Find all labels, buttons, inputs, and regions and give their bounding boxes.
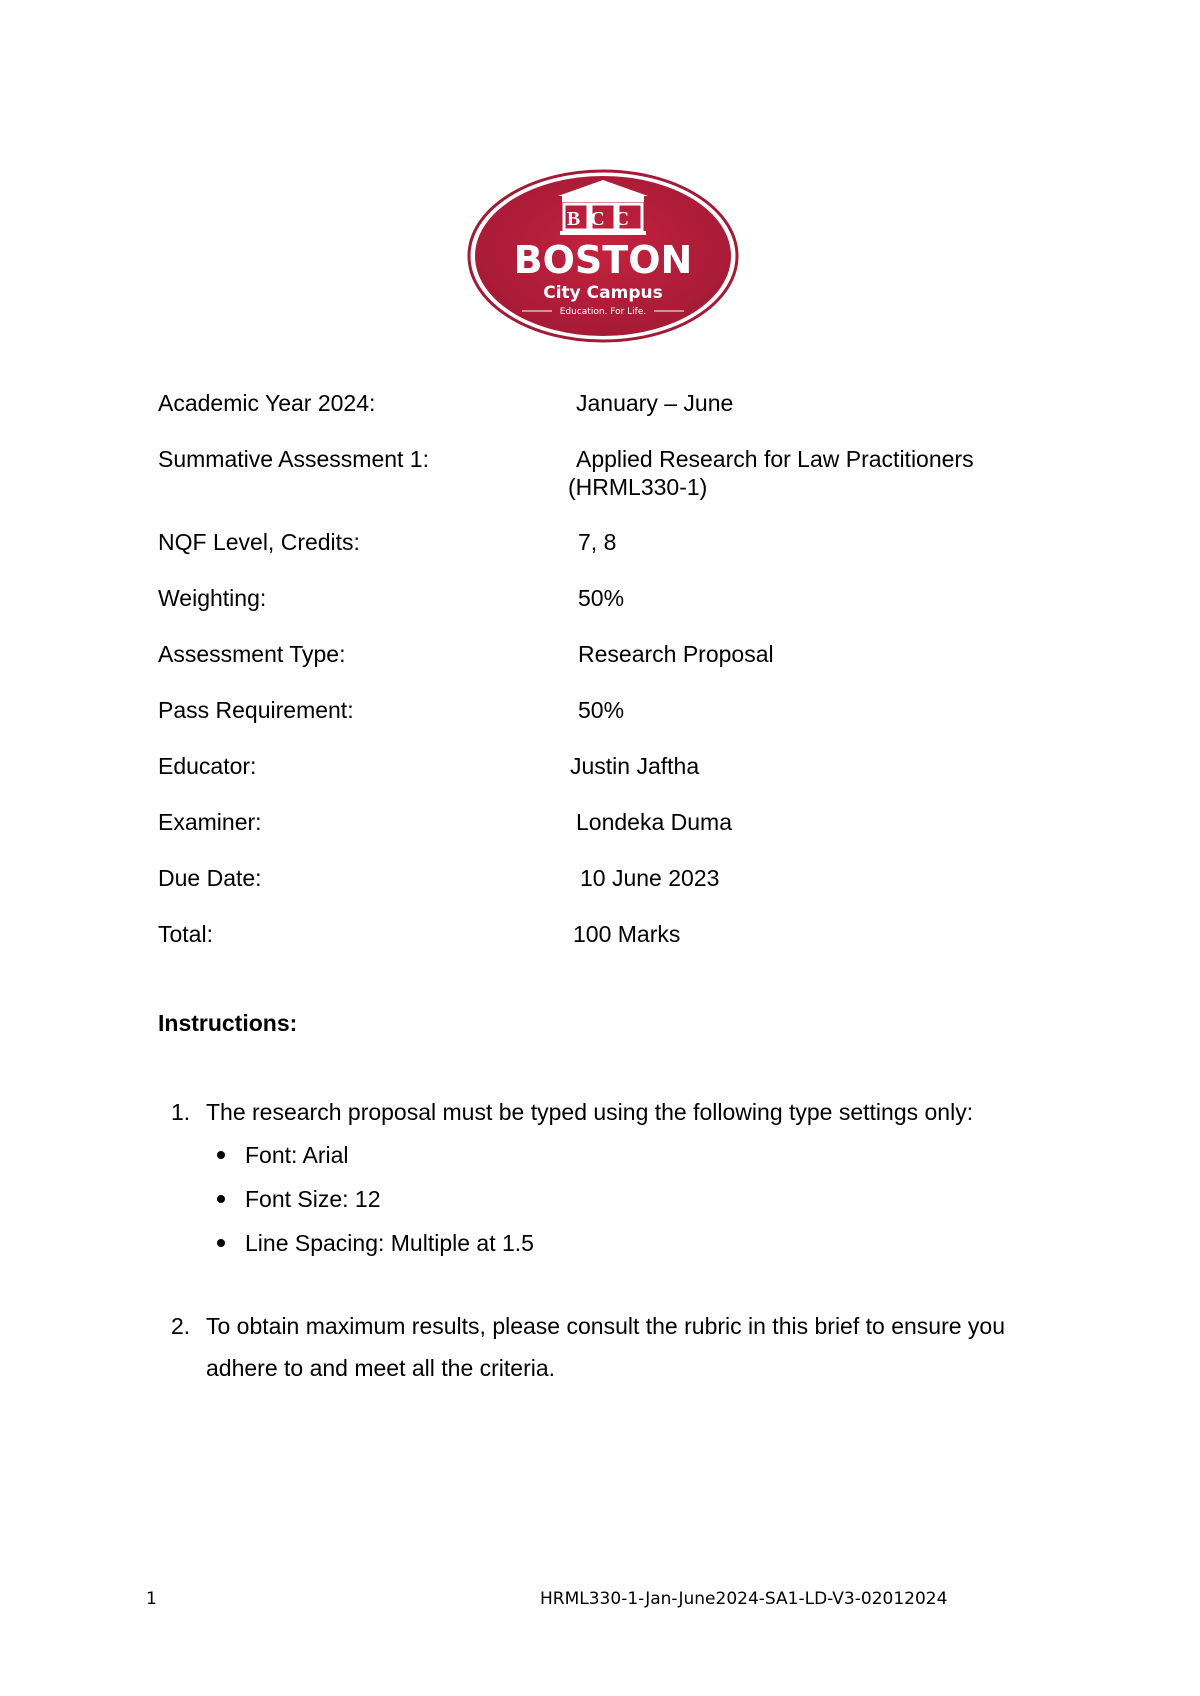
- footer-page-number: 1: [146, 1589, 157, 1609]
- instruction-text-1: The research proposal must be typed using the following type settings only:: [206, 1099, 974, 1125]
- detail-row-nqf: [158, 528, 1058, 556]
- detail-value: Research Proposal: [578, 641, 774, 667]
- detail-label: Pass Requirement:: [158, 697, 354, 723]
- detail-label: Summative Assessment 1:: [158, 446, 429, 472]
- logo-subtitle: City Campus: [543, 283, 663, 303]
- detail-value: 50%: [578, 697, 625, 723]
- instruction-text-2-line1: To obtain maximum results, please consult the rubric in this brief to ensure you: [206, 1313, 1005, 1339]
- detail-label: Due Date:: [158, 865, 262, 891]
- detail-row-weighting: [158, 584, 1058, 612]
- detail-label: Assessment Type:: [158, 641, 346, 667]
- detail-label: Weighting:: [158, 585, 267, 611]
- detail-value-line1: Applied Research for Law Practitioners: [576, 446, 974, 472]
- logo-tagline: Education. For Life.: [559, 307, 647, 317]
- detail-label: Total:: [158, 921, 213, 947]
- detail-value: 50%: [578, 585, 625, 611]
- detail-row-academic-year: [158, 389, 1058, 417]
- detail-label: NQF Level, Credits:: [158, 529, 360, 555]
- detail-row-due-date: [158, 864, 1058, 892]
- detail-value-line2: (HRML330-1): [568, 474, 708, 500]
- detail-value: [568, 445, 974, 501]
- logo-graphic: [466, 168, 740, 344]
- detail-row-examiner: [158, 808, 1058, 836]
- detail-value: Justin Jaftha: [570, 753, 700, 779]
- instructions-heading: Instructions:: [158, 1010, 298, 1036]
- bullet-icon: [217, 1195, 225, 1203]
- detail-value: Londeka Duma: [576, 809, 732, 835]
- detail-value: January – June: [576, 390, 734, 416]
- detail-value: 7, 8: [578, 529, 617, 555]
- detail-label: Educator:: [158, 753, 257, 779]
- detail-label: Academic Year 2024:: [158, 390, 376, 416]
- logo-name: BOSTON: [513, 238, 693, 282]
- bullet-item-font-size: Font Size: 12: [245, 1186, 381, 1212]
- logo-monogram: BCC: [566, 208, 640, 230]
- detail-row-assessment-type: [158, 640, 1058, 668]
- detail-value: 10 June 2023: [580, 865, 720, 891]
- detail-value: 100 Marks: [573, 921, 681, 947]
- instruction-text-2-line2: adhere to and meet all the criteria.: [206, 1355, 556, 1381]
- assessment-details: [158, 389, 1058, 976]
- detail-row-total: [158, 920, 1058, 948]
- detail-row-educator: [158, 752, 1058, 780]
- detail-label: Examiner:: [158, 809, 262, 835]
- footer-document-code: HRML330-1-Jan-June2024-SA1-LD-V3-02012024: [540, 1589, 948, 1609]
- detail-row-summative-assessment: [158, 445, 1058, 501]
- bullet-icon: [217, 1239, 225, 1247]
- bullet-icon: [217, 1151, 225, 1159]
- boston-city-campus-logo: [466, 168, 740, 344]
- bullet-item-font: Font: Arial: [245, 1142, 349, 1168]
- detail-row-pass-requirement: [158, 696, 1058, 724]
- instruction-number-2: 2.: [171, 1313, 191, 1339]
- instruction-number-1: 1.: [171, 1099, 191, 1125]
- bullet-item-line-spacing: Line Spacing: Multiple at 1.5: [245, 1230, 534, 1256]
